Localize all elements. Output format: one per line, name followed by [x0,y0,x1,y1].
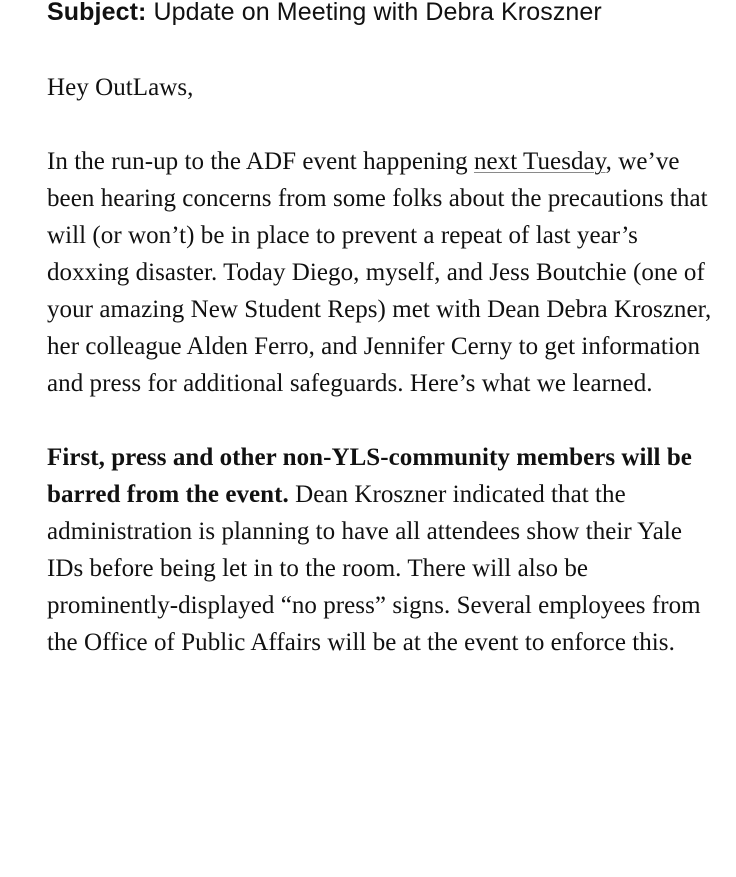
subject-text: Update on Meeting with Debra Kroszner [153,0,602,26]
date-link[interactable]: next Tuesday [473,148,606,175]
paragraph-1-intro: In the run-up to the ADF event happening [47,148,474,175]
paragraph-1-body: , we’ve been hearing concerns from some folks about the precautions that will (or won’t) be in place to prevent a repeat of last year’s doxxing disaster. Today Diego, myself, and Jess Boutchie (one of your amazing New Student Reps) met with Dean Debra Kroszner, her colleague Alden Ferro, and Jennifer Cerny to get information and press for additional safeguards. Here’s what we learned. [47,148,712,397]
subject-label: Subject: [47,0,147,26]
email-paragraph-1 [47,143,717,402]
email-message [47,0,717,661]
email-paragraph-2 [47,439,717,661]
paragraph-2-bold-lead: First, press and other non-YLS-community members will be barred from the event. [47,444,692,508]
paragraph-2-body: Dean Kroszner indicated that the administration is planning to have all attendees show their Yale IDs before being let in to the room. There will also be prominently-displayed “no press” signs. Several employees from the Office of Public Affairs will be at the event to enforce this. [47,481,701,656]
email-greeting: Hey OutLaws, [47,74,194,101]
email-subject [47,0,717,30]
